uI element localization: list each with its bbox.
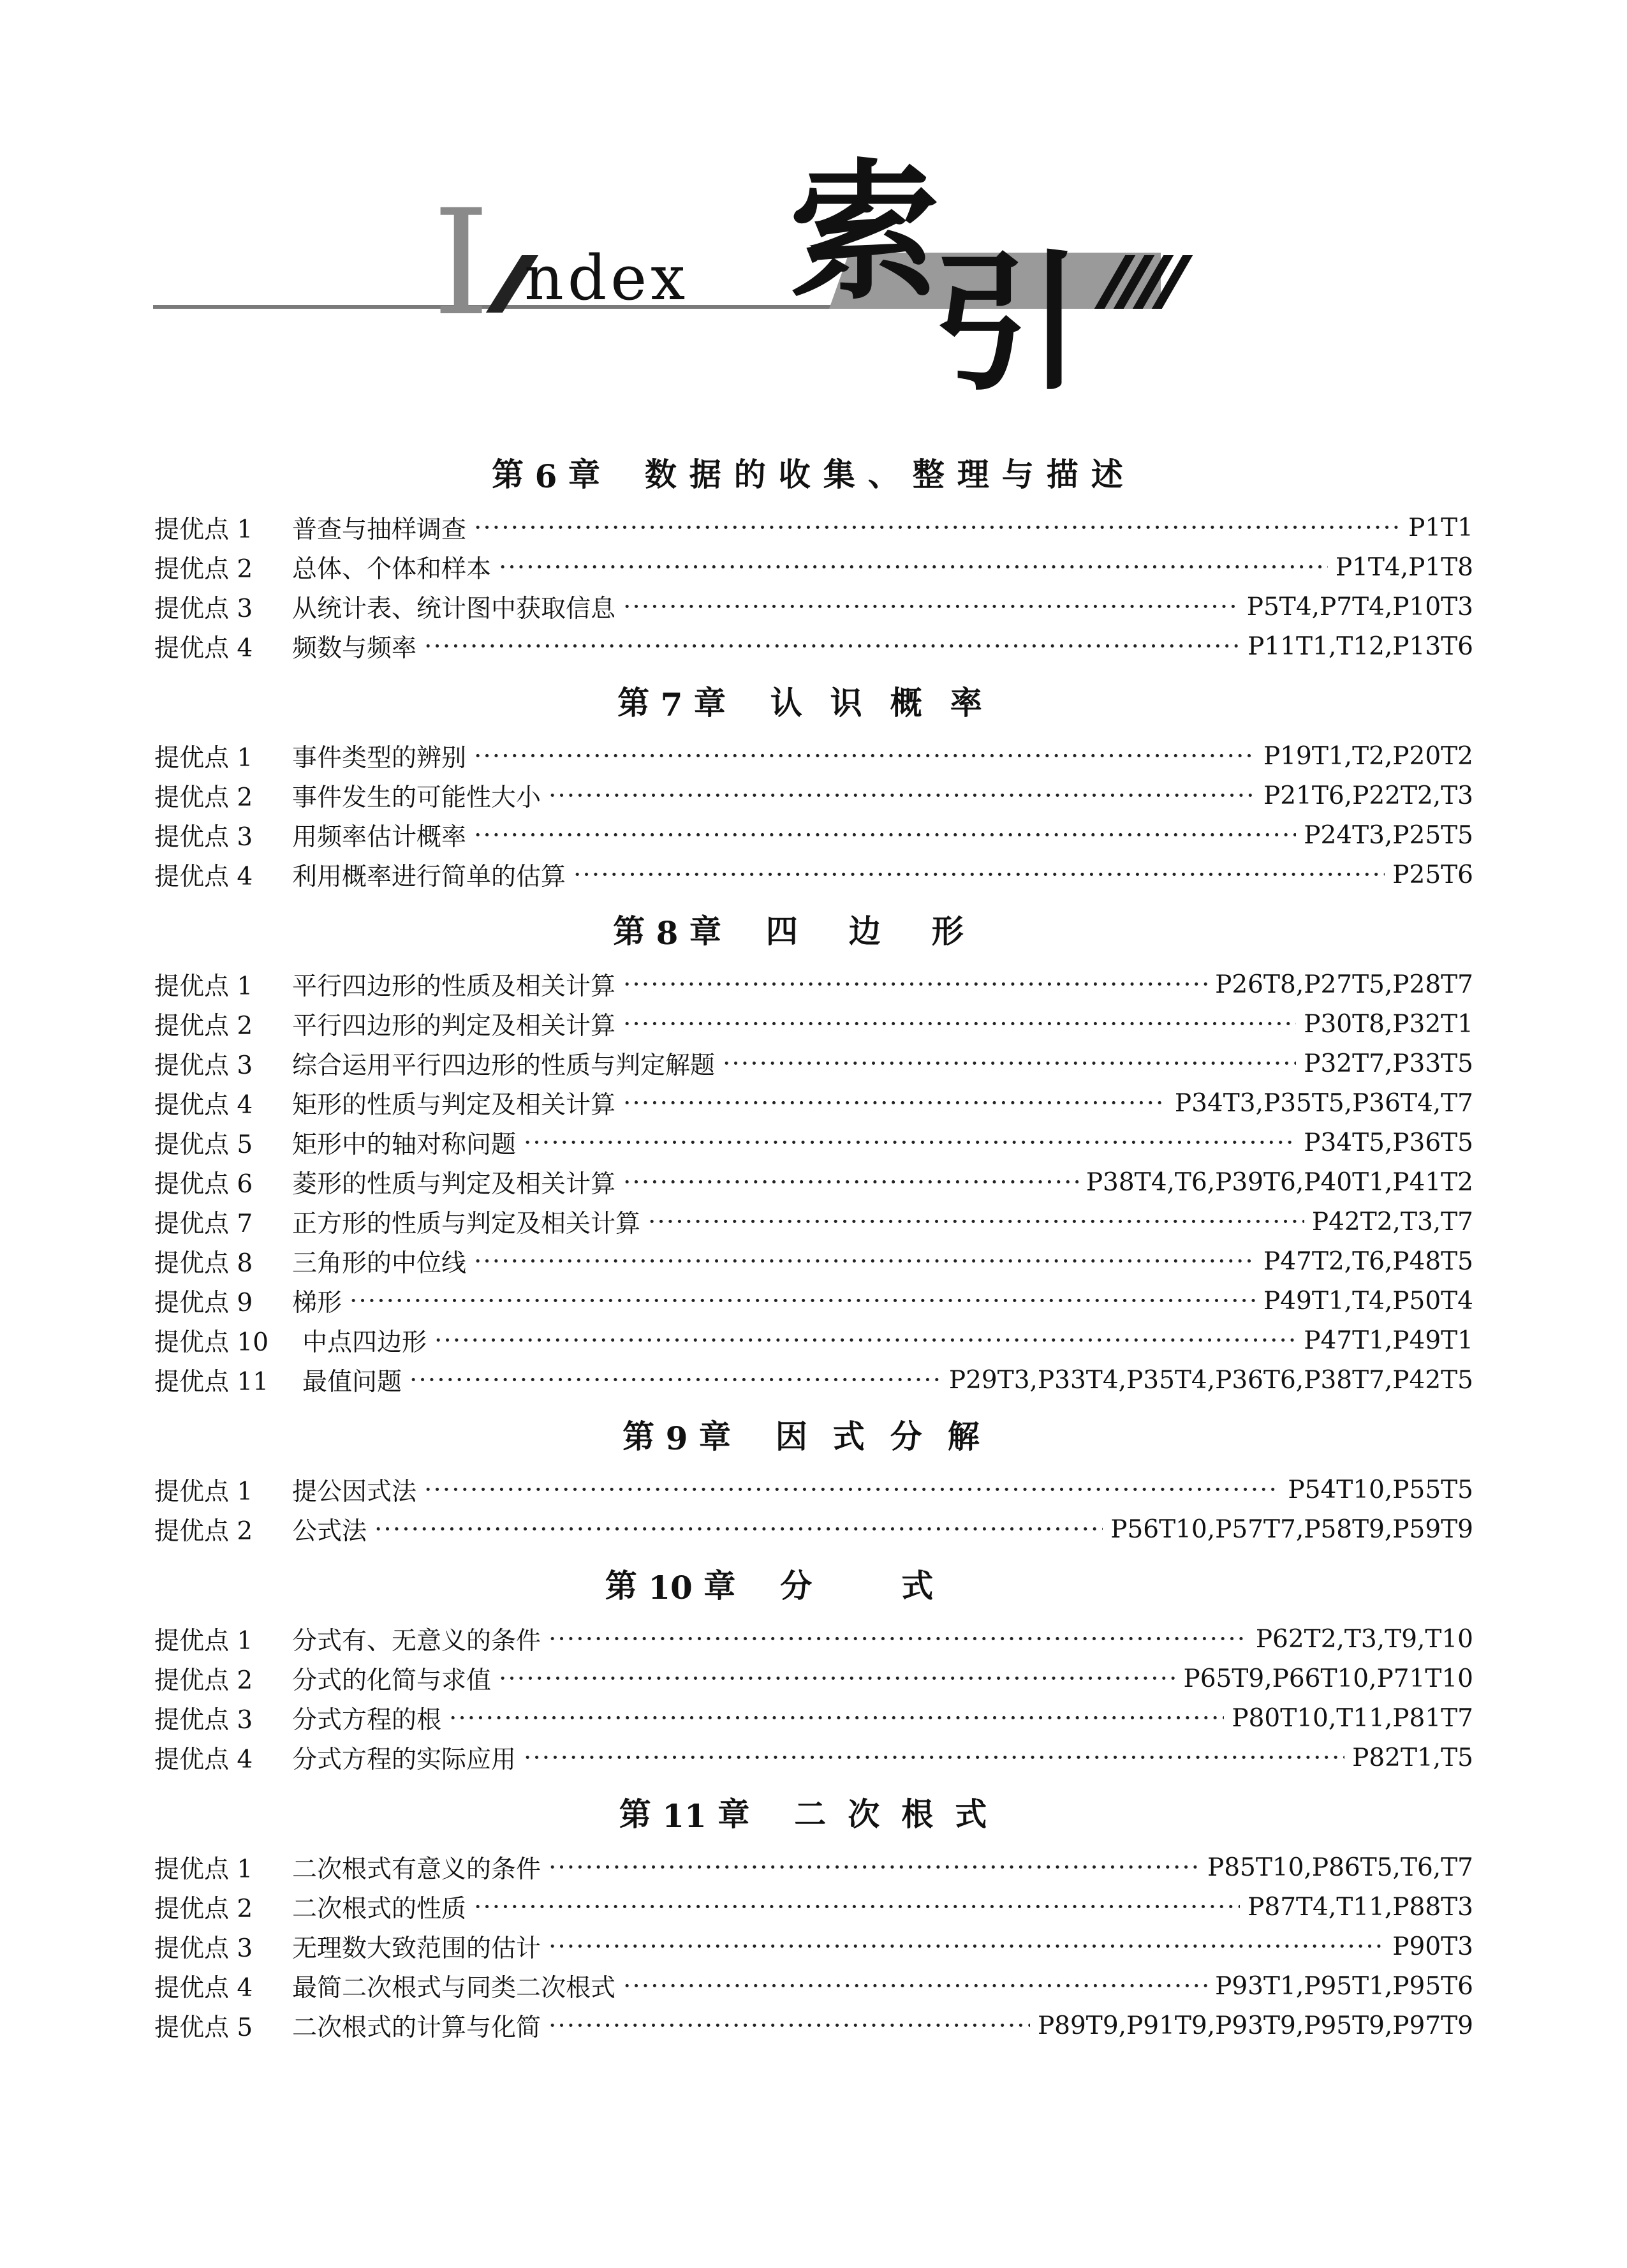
chapter-suffix: 章	[718, 1795, 750, 1833]
page-ref: P89T9,P91T9,P93T9,P95T9,P97T9	[1037, 2011, 1473, 2040]
leader-dots	[548, 782, 1256, 810]
page-ref: P11T1,T12,P13T6	[1248, 632, 1473, 661]
toc-entry	[154, 1083, 1473, 1123]
chapter-number: 6	[534, 457, 557, 495]
page-ref: P24T3,P25T5	[1304, 820, 1473, 850]
point-title: 事件类型的辨别	[292, 744, 467, 773]
leader-dots	[374, 1515, 1103, 1544]
chapter-title	[154, 1549, 1473, 1619]
chapter-title	[154, 1777, 1473, 1848]
chapter-name: 四边形	[765, 912, 1015, 950]
point-label: 提优点 1	[154, 1478, 253, 1506]
title-char-yin: 引	[932, 237, 1082, 411]
page-ref: P85T10,P86T5,T6,T7	[1207, 1853, 1473, 1882]
leader-dots	[474, 742, 1256, 771]
point-label: 提优点 9	[154, 1289, 253, 1317]
point-label: 提优点 7	[154, 1210, 253, 1238]
point-title: 频数与频率	[292, 634, 417, 663]
chapter-number: 9	[665, 1419, 688, 1457]
toc-entry	[154, 547, 1473, 587]
chapter-number: 10	[648, 1569, 693, 1606]
toc-entry	[154, 1470, 1473, 1509]
chapter-name: 分式	[780, 1567, 1023, 1605]
leader-dots	[548, 1932, 1385, 1961]
leader-dots	[573, 861, 1385, 889]
toc-entry	[154, 1044, 1473, 1083]
leader-dots	[434, 1326, 1296, 1355]
toc-entry	[154, 1241, 1473, 1281]
toc-entry	[154, 1659, 1473, 1698]
point-label: 提优点 1	[154, 515, 253, 544]
leader-dots	[499, 1664, 1175, 1693]
leader-dots	[648, 1208, 1304, 1236]
chapter-prefix: 第	[605, 1567, 637, 1605]
point-label: 提优点 2	[154, 1666, 253, 1695]
page-ref: P47T1,P49T1	[1304, 1326, 1473, 1355]
toc-entry	[154, 1004, 1473, 1044]
toc-entry	[154, 776, 1473, 815]
toc-entry	[154, 1162, 1473, 1202]
chapter-title	[154, 894, 1473, 965]
point-title: 事件发生的可能性大小	[292, 783, 541, 812]
index-header	[0, 0, 1627, 421]
point-label: 提优点 5	[154, 1130, 253, 1159]
page-ref: P47T2,T6,P48T5	[1263, 1247, 1473, 1276]
point-title: 平行四边形的性质及相关计算	[292, 972, 616, 1001]
point-title: 矩形中的轴对称问题	[292, 1130, 517, 1159]
chapter-number: 7	[660, 686, 683, 723]
toc-entry	[154, 1123, 1473, 1162]
point-label: 提优点 2	[154, 1895, 253, 1923]
point-title: 二次根式的计算与化简	[292, 2013, 541, 2042]
leader-dots	[474, 1247, 1256, 1276]
leader-dots	[548, 1625, 1248, 1654]
point-label: 提优点 2	[154, 1012, 253, 1041]
leader-dots	[424, 632, 1240, 661]
point-title: 用频率估计概率	[292, 823, 467, 852]
leader-dots	[723, 1049, 1296, 1078]
toc-entry	[154, 2006, 1473, 2045]
toc-entry	[154, 1619, 1473, 1659]
toc-entry	[154, 1509, 1473, 1549]
page-ref: P26T8,P27T5,P28T7	[1215, 970, 1473, 999]
chapter-name: 数据的收集、整理与描述	[644, 456, 1136, 493]
page-ref: P90T3	[1392, 1932, 1473, 1961]
page-ref: P87T4,T11,P88T3	[1248, 1892, 1473, 1922]
toc-entry	[154, 626, 1473, 666]
point-label: 提优点 11	[154, 1368, 269, 1397]
toc-entry	[154, 815, 1473, 855]
leader-dots	[623, 970, 1207, 999]
point-title: 利用概率进行简单的估算	[292, 863, 566, 891]
header-stripes	[1098, 255, 1181, 309]
point-title: 三角形的中位线	[292, 1249, 467, 1278]
page-ref: P54T10,P55T5	[1288, 1475, 1473, 1504]
leader-dots	[623, 1972, 1207, 2001]
toc-entry	[154, 736, 1473, 776]
chapter-name: 因式分解	[775, 1418, 1005, 1455]
toc-entry	[154, 1887, 1473, 1927]
toc-entry	[154, 1738, 1473, 1777]
toc-entry	[154, 1202, 1473, 1241]
chapter-prefix: 第	[622, 1418, 655, 1455]
chapter-suffix: 章	[689, 912, 721, 950]
point-title: 分式的化简与求值	[292, 1666, 492, 1695]
leader-dots	[548, 1853, 1200, 1882]
page-ref: P29T3,P33T4,P35T4,P36T6,P38T7,P42T5	[948, 1365, 1473, 1395]
toc-entry	[154, 1848, 1473, 1887]
page-ref: P19T1,T2,P20T2	[1263, 741, 1473, 771]
point-title: 从统计表、统计图中获取信息	[292, 595, 616, 623]
point-label: 提优点 1	[154, 1627, 253, 1656]
page-ref: P32T7,P33T5	[1304, 1049, 1473, 1078]
chapter-suffix: 章	[693, 684, 726, 722]
point-label: 提优点 1	[154, 1855, 253, 1884]
point-title: 正方形的性质与判定及相关计算	[292, 1210, 641, 1238]
page-ref: P34T5,P36T5	[1304, 1128, 1473, 1157]
chapter-prefix: 第	[492, 456, 524, 493]
toc-entry	[154, 508, 1473, 547]
page-ref: P25T6	[1392, 860, 1473, 889]
page-ref: P38T4,T6,P39T6,P40T1,P41T2	[1086, 1167, 1473, 1197]
point-title: 梯形	[292, 1289, 342, 1317]
toc-entry	[154, 1321, 1473, 1360]
point-label: 提优点 4	[154, 1091, 253, 1120]
title-char-suo: 索	[790, 146, 939, 320]
chapter-suffix: 章	[568, 456, 600, 493]
point-label: 提优点 2	[154, 1517, 253, 1546]
point-title: 最值问题	[302, 1368, 402, 1397]
point-label: 提优点 4	[154, 634, 253, 663]
table-of-contents	[154, 438, 1473, 2045]
page-ref: P93T1,P95T1,P95T6	[1215, 1971, 1473, 2001]
page-ref: P62T2,T3,T9,T10	[1255, 1624, 1473, 1654]
leader-dots	[623, 1089, 1167, 1118]
point-title: 综合运用平行四边形的性质与判定解题	[292, 1051, 716, 1080]
point-label: 提优点 3	[154, 595, 253, 623]
leader-dots	[524, 1129, 1296, 1157]
point-label: 提优点 5	[154, 2013, 253, 2042]
point-label: 提优点 4	[154, 1974, 253, 2003]
page-ref: P1T4,P1T8	[1335, 552, 1473, 582]
point-label: 提优点 3	[154, 1934, 253, 1963]
point-label: 提优点 1	[154, 972, 253, 1001]
leader-dots	[350, 1287, 1256, 1316]
point-label: 提优点 4	[154, 1745, 253, 1774]
point-title: 分式方程的根	[292, 1706, 442, 1735]
chapter-title	[154, 666, 1473, 736]
point-label: 提优点 3	[154, 1051, 253, 1080]
index-word: ndex	[524, 242, 689, 314]
leader-dots	[409, 1366, 941, 1395]
point-title: 二次根式的性质	[292, 1895, 467, 1923]
point-title: 最简二次根式与同类二次根式	[292, 1974, 616, 2003]
leader-dots	[623, 1010, 1296, 1039]
leader-dots	[548, 2012, 1030, 2040]
toc-entry	[154, 1927, 1473, 1966]
leader-dots	[474, 514, 1401, 542]
point-title: 分式有、无意义的条件	[292, 1627, 541, 1656]
page-ref: P49T1,T4,P50T4	[1263, 1286, 1473, 1316]
toc-entry	[154, 855, 1473, 894]
point-title: 分式方程的实际应用	[292, 1745, 517, 1774]
chapter-prefix: 第	[613, 912, 645, 950]
page-ref: P5T4,P7T4,P10T3	[1246, 592, 1473, 621]
chapter-suffix: 章	[703, 1567, 736, 1605]
page-ref: P82T1,T5	[1352, 1743, 1473, 1772]
point-label: 提优点 3	[154, 1706, 253, 1735]
toc-entry	[154, 965, 1473, 1004]
point-title: 平行四边形的判定及相关计算	[292, 1012, 616, 1041]
point-title: 提公因式法	[292, 1478, 417, 1506]
point-label: 提优点 4	[154, 863, 253, 891]
point-title: 中点四边形	[302, 1328, 427, 1357]
leader-dots	[474, 1893, 1240, 1922]
toc-entry	[154, 1360, 1473, 1400]
point-title: 菱形的性质与判定及相关计算	[292, 1170, 616, 1199]
point-title: 普查与抽样调查	[292, 515, 467, 544]
leader-dots	[474, 821, 1296, 850]
leader-dots	[623, 593, 1239, 621]
point-title: 二次根式有意义的条件	[292, 1855, 541, 1884]
page-ref: P21T6,P22T2,T3	[1263, 781, 1473, 810]
leader-dots	[499, 553, 1328, 582]
page-ref: P80T10,T11,P81T7	[1232, 1703, 1473, 1733]
page-ref: P65T9,P66T10,P71T10	[1183, 1664, 1473, 1693]
page-ref: P42T2,T3,T7	[1311, 1207, 1473, 1236]
chapter-name: 认识概率	[770, 684, 1010, 722]
point-title: 公式法	[292, 1517, 367, 1546]
point-label: 提优点 2	[154, 555, 253, 584]
toc-entry	[154, 1281, 1473, 1321]
chapter-number: 11	[662, 1797, 707, 1835]
leader-dots	[449, 1704, 1224, 1733]
point-label: 提优点 3	[154, 823, 253, 852]
point-title: 总体、个体和样本	[292, 555, 492, 584]
chapter-prefix: 第	[617, 684, 650, 722]
chapter-title	[154, 438, 1473, 508]
chapter-number: 8	[656, 914, 679, 952]
chapter-prefix: 第	[619, 1795, 651, 1833]
chapter-name: 二次根式	[794, 1795, 1009, 1833]
index-letter-i: I	[432, 178, 490, 348]
page-ref: P30T8,P32T1	[1304, 1009, 1473, 1039]
toc-entry	[154, 1698, 1473, 1738]
leader-dots	[424, 1476, 1280, 1504]
toc-entry	[154, 587, 1473, 626]
toc-entry	[154, 1966, 1473, 2006]
point-label: 提优点 1	[154, 744, 253, 773]
point-label: 提优点 8	[154, 1249, 253, 1278]
chapter-suffix: 章	[698, 1418, 731, 1455]
page-ref: P1T1	[1408, 513, 1473, 542]
chapter-title	[154, 1400, 1473, 1470]
point-label: 提优点 6	[154, 1170, 253, 1199]
point-label: 提优点 2	[154, 783, 253, 812]
point-label: 提优点 10	[154, 1328, 269, 1357]
point-title: 矩形的性质与判定及相关计算	[292, 1091, 616, 1120]
point-title: 无理数大致范围的估计	[292, 1934, 541, 1963]
page-ref: P34T3,P35T5,P36T4,T7	[1174, 1088, 1473, 1118]
page-ref: P56T10,P57T7,P58T9,P59T9	[1110, 1515, 1473, 1544]
leader-dots	[623, 1168, 1079, 1197]
leader-dots	[524, 1744, 1344, 1772]
